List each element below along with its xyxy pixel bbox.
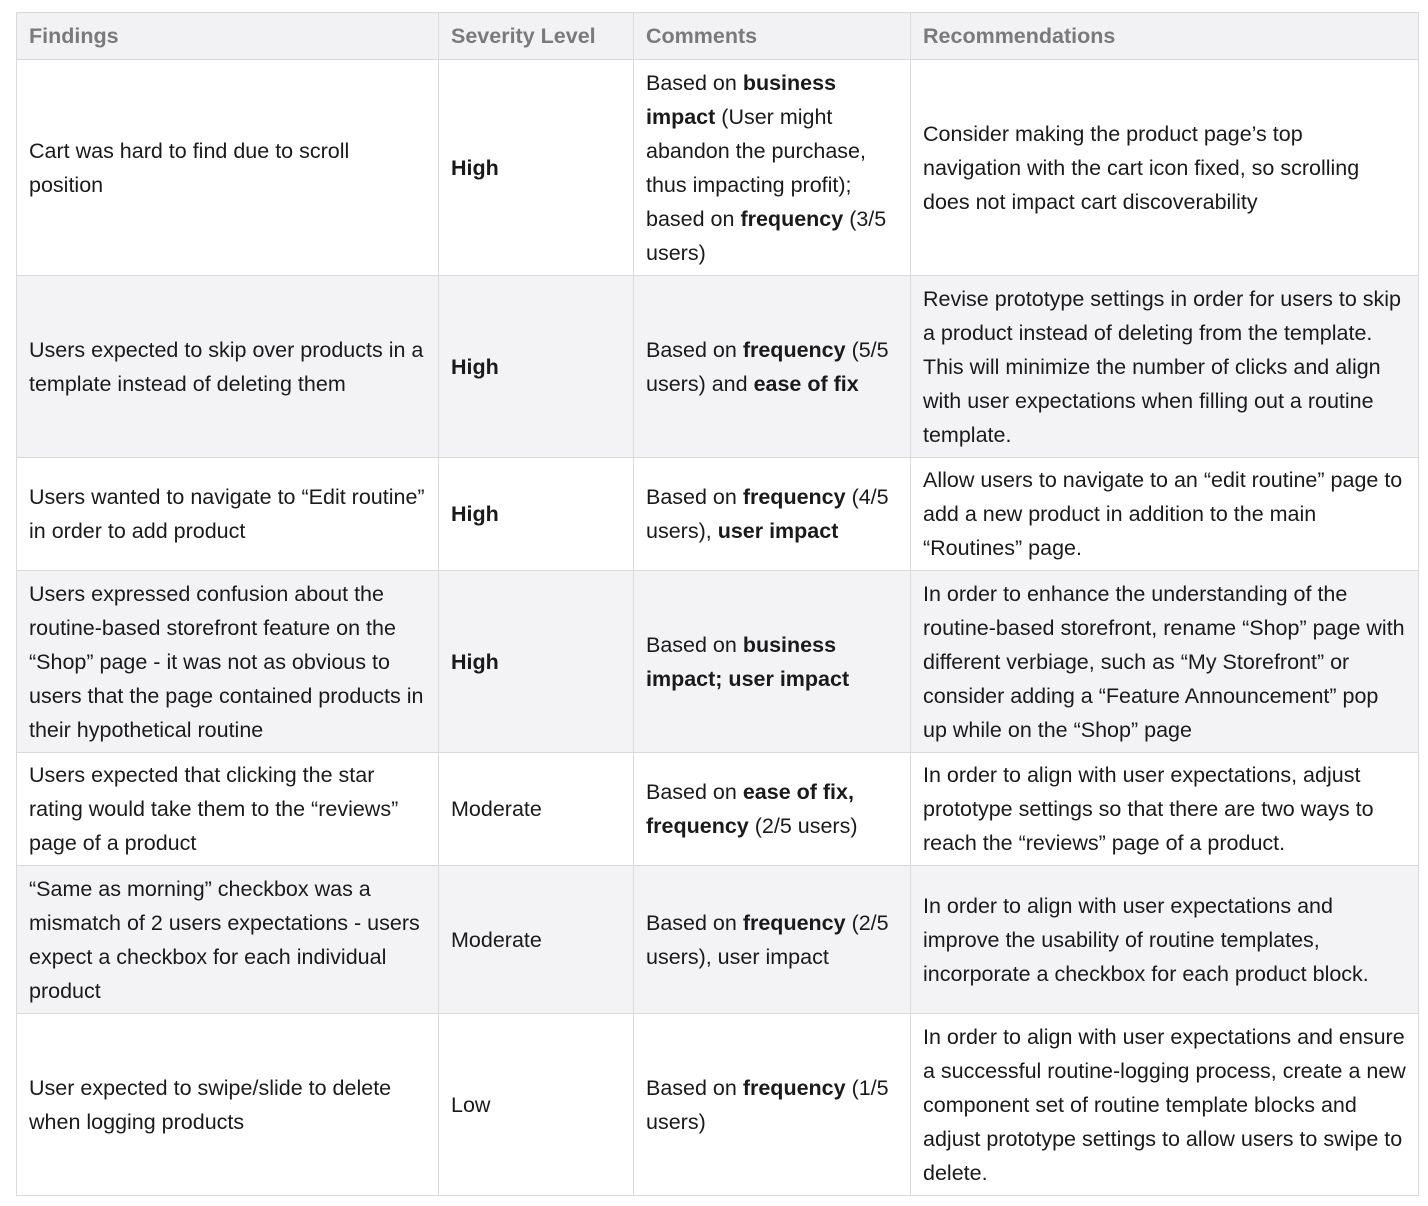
comment-text: Based on [646, 1075, 743, 1100]
recommendation-cell: Allow users to navigate to an “edit routine” page to add a new product in addition to the main “Routines” page. [911, 458, 1419, 571]
comments-cell [634, 866, 911, 1014]
severity-cell: Low [439, 1014, 634, 1196]
comments-cell [634, 60, 911, 276]
header-findings: Findings [17, 13, 439, 60]
comments-cell [634, 1014, 911, 1196]
comment-text: (2/5 users) [748, 814, 858, 838]
finding-cell: Users expected to skip over products in a template instead of deleting them [17, 276, 439, 458]
comment-text: Based on [646, 70, 743, 95]
comment-text: Based on [646, 632, 743, 657]
comments-cell [634, 276, 911, 458]
comment-text: (3/5 users) [646, 206, 887, 265]
header-comments: Comments [634, 13, 911, 60]
comment-text: Based on [646, 485, 743, 509]
recommendation-cell: Revise prototype settings in order for users to skip a product instead of deleting from the template. This will minimize the number of clicks and align with user expectations when filling out a routine template. [911, 276, 1419, 458]
table-row [17, 1014, 1419, 1196]
recommendation-cell: In order to align with user expectations and improve the usability of routine templates, incorporate a checkbox for each product block. [911, 866, 1419, 1014]
severity-cell: High [439, 571, 634, 753]
recommendation-cell: In order to align with user expectations and ensure a successful routine-logging process, create a new component set of routine template blocks and adjust prototype settings to allow users to swipe to delete. [911, 1014, 1419, 1196]
comment-text: (2/5 users), user impact [646, 910, 889, 969]
table-row [17, 571, 1419, 753]
table-row [17, 458, 1419, 571]
comment-text: (1/5 users) [646, 1075, 889, 1134]
table-row [17, 866, 1419, 1014]
finding-cell: Users expressed confusion about the routine-based storefront feature on the “Shop” page - it was not as obvious to users that the page contained products in their hypothetical routine [17, 571, 439, 753]
table-row [17, 60, 1419, 276]
comment-emphasis: business impact; user impact [646, 632, 850, 691]
comment-emphasis: frequency [742, 1075, 846, 1100]
header-row [17, 13, 1419, 60]
recommendation-cell: In order to align with user expectations, adjust prototype settings so that there are two ways to reach the “reviews” page of a product. [911, 753, 1419, 866]
finding-cell: Cart was hard to find due to scroll position [17, 60, 439, 276]
comment-text: Based on [646, 910, 743, 935]
comment-emphasis: frequency [742, 485, 846, 509]
severity-cell: High [439, 276, 634, 458]
recommendation-cell: Consider making the product page’s top navigation with the cart icon fixed, so scrolling does not impact cart discoverability [911, 60, 1419, 276]
findings-table [16, 12, 1419, 1196]
table-row [17, 753, 1419, 866]
severity-cell: High [439, 458, 634, 571]
comment-text: Based on [646, 337, 743, 362]
comment-text: (User might abandon the purchase, thus impacting profit); based on [646, 104, 866, 231]
comment-emphasis: user impact [717, 519, 839, 543]
header-severity-level: Severity Level [439, 13, 634, 60]
comments-cell [634, 571, 911, 753]
comment-text: Based on [646, 780, 743, 804]
header-recommendations: Recommendations [911, 13, 1419, 60]
finding-cell: “Same as morning” checkbox was a mismatch of 2 users expectations - users expect a checkbox for each individual product [17, 866, 439, 1014]
comment-emphasis: frequency [742, 910, 846, 935]
comment-emphasis: ease of fix [753, 371, 859, 396]
finding-cell: Users expected that clicking the star rating would take them to the “reviews” page of a product [17, 753, 439, 866]
comment-emphasis: ease of fix, frequency [646, 780, 854, 838]
finding-cell: User expected to swipe/slide to delete when logging products [17, 1014, 439, 1196]
table-row [17, 276, 1419, 458]
severity-cell: Moderate [439, 866, 634, 1014]
recommendation-cell: In order to enhance the understanding of the routine-based storefront, rename “Shop” page with different verbiage, such as “My Storefront” or consider adding a “Feature Announcement” pop up while on the “Shop” page [911, 571, 1419, 753]
comment-text: (4/5 users), [646, 485, 889, 543]
severity-cell: Moderate [439, 753, 634, 866]
comments-cell [634, 753, 911, 866]
comment-emphasis: business impact [646, 70, 837, 129]
severity-cell: High [439, 60, 634, 276]
comments-cell [634, 458, 911, 571]
comment-emphasis: frequency [742, 337, 846, 362]
comment-emphasis: frequency [740, 206, 844, 231]
finding-cell: Users wanted to navigate to “Edit routine” in order to add product [17, 458, 439, 571]
comment-text: (5/5 users) and [646, 337, 889, 396]
